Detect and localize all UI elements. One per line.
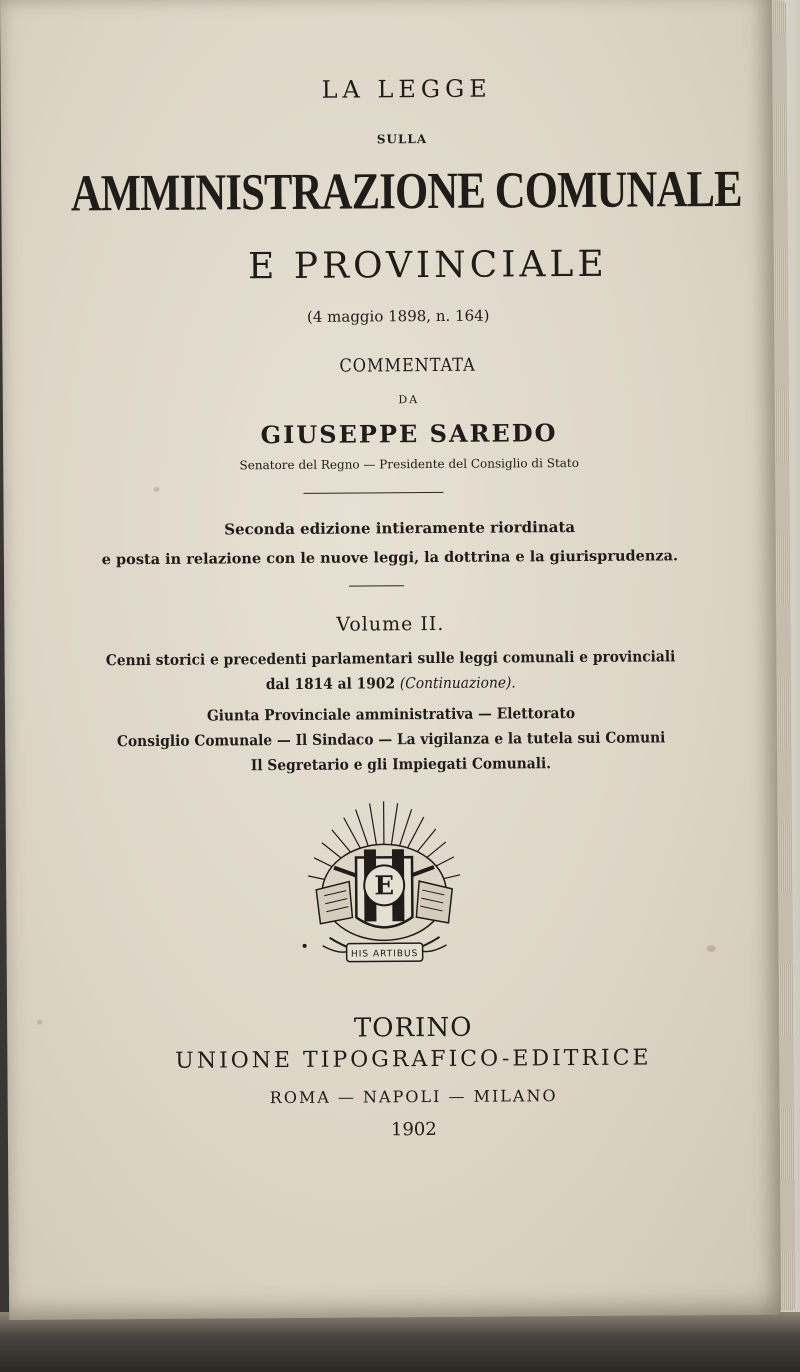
author-name: GIUSEPPE SAREDO [260,418,558,450]
commentata-label: COMMENTATA [339,354,476,377]
contents-line-2-italic: (Continuazione). [399,673,516,693]
publication-year: 1902 [390,1118,437,1141]
divider-rule [303,492,443,494]
title-sulla: SULLA [376,132,428,147]
branch-cities: ROMA — NAPOLI — MILANO [269,1086,558,1108]
contents-line-2 [36,672,746,695]
printer-mark-sunburst-icon [294,797,475,988]
law-date: (4 maggio 1898, n. 164) [306,306,490,326]
da-label: DA [398,393,420,407]
edition-line-1: Seconda edizione intieramente riordinata [224,517,576,539]
publisher-name: UNIONE TIPOGRAFICO-EDITRICE [175,1045,652,1074]
contents-line-5: Il Segretario e gli Impiegati Comunali. [250,754,552,775]
title-la-legge: LA LEGGE [321,74,492,104]
contents-line-3: Giunta Provinciale amministrativa — Elettorato [206,704,576,725]
contents-line-2-main: dal 1814 al 1902 [265,674,400,694]
edition-line-2: e posta in relazione con le nuove leggi, la dottrina e la giurisprudenza. [101,547,679,569]
emblem-motto: HIS ARTIBUS [350,949,419,960]
divider-rule-short [349,585,404,586]
foxing-spot [153,487,159,492]
contents-line-4: Consiglio Comunale — Il Sindaco — La vigilanza e la tutela sui Comuni [116,728,666,751]
contents-line-1: Cenni storici e precedenti parlamentari sulle leggi comunali e provinciali [105,647,676,670]
volume-label: Volume II. [336,612,445,636]
author-role: Senatore del Regno — Presidente del Consiglio di Stato [239,455,580,473]
main-title: AMMINISTRAZIONE COMUNALE [70,160,742,223]
backdrop-table [0,1312,800,1372]
imprint-city: TORINO [353,1012,473,1044]
subtitle: E PROVINCIALE [247,243,608,288]
foxing-spot [707,945,716,952]
emblem-letter: E [374,871,395,902]
